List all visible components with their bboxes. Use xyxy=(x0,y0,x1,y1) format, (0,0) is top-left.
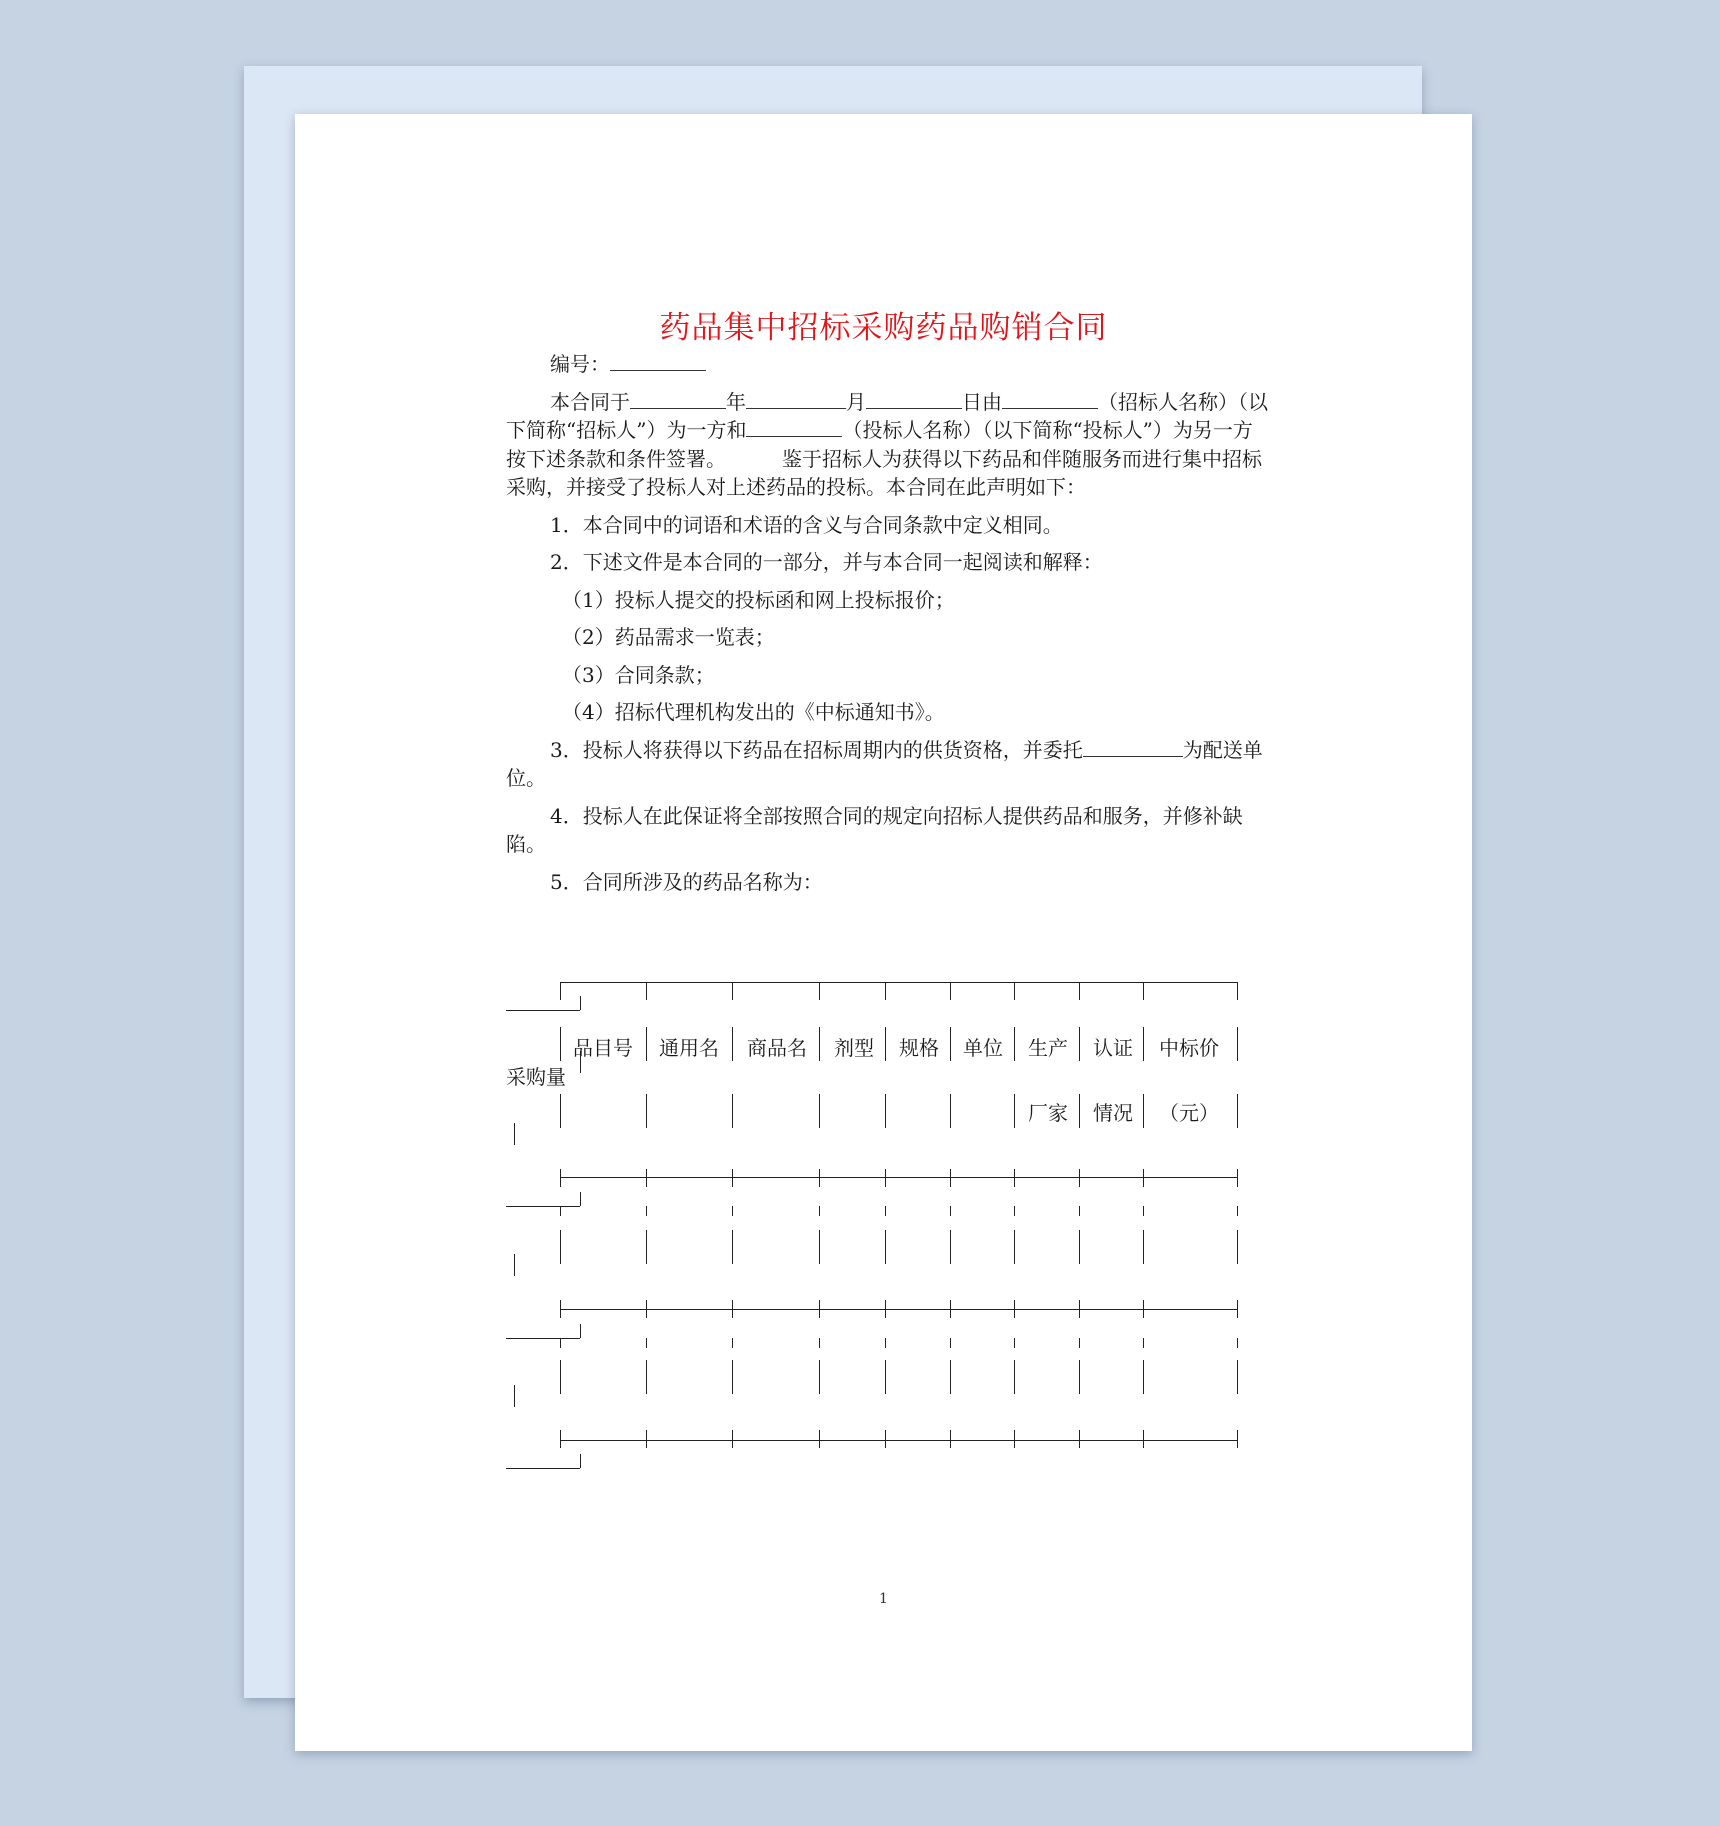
header-dosage-form: 剂型 xyxy=(834,1036,874,1060)
table-column-separator xyxy=(646,1430,647,1448)
table-column-separator xyxy=(560,1206,561,1216)
intro-text: （招标人名称）（以下简称“招标人”）为一方和 xyxy=(506,389,1268,442)
table-column-separator xyxy=(1079,1430,1080,1448)
table-column-separator xyxy=(1079,1027,1080,1061)
table-column-separator xyxy=(732,1230,733,1264)
table-column-separator xyxy=(950,1360,951,1394)
intro-text: 本合同于 xyxy=(550,389,630,414)
table-column-separator xyxy=(1014,1430,1015,1448)
table-column-separator xyxy=(1143,1230,1144,1264)
table-column-separator xyxy=(646,1360,647,1394)
table-column-separator xyxy=(950,1094,951,1128)
table-column-separator xyxy=(1143,1206,1144,1216)
table-column-separator xyxy=(819,1169,820,1187)
table-column-separator xyxy=(1237,1169,1238,1187)
clause-3-text: 3．投标人将获得以下药品在招标周期内的供货资格，并委托 xyxy=(550,737,1083,762)
header-certification: 认证 xyxy=(1093,1036,1133,1060)
header-purchase-qty: 采购量 xyxy=(506,1065,566,1089)
table-column-separator xyxy=(1237,1300,1238,1318)
table-rule xyxy=(506,1206,580,1207)
drug-table xyxy=(295,114,1472,1751)
table-column-separator xyxy=(885,1300,886,1318)
intro-text: 日由 xyxy=(962,389,1002,414)
table-column-separator xyxy=(819,1230,820,1264)
table-column-separator xyxy=(560,1338,561,1348)
table-column-separator xyxy=(1143,1094,1144,1128)
table-column-separator xyxy=(1014,1230,1015,1264)
table-column-separator xyxy=(819,1430,820,1448)
table-column-separator xyxy=(819,1338,820,1348)
table-wrap-end xyxy=(580,1454,581,1468)
table-column-separator xyxy=(1143,1169,1144,1187)
document-page xyxy=(295,114,1472,1751)
table-column-separator xyxy=(819,1206,820,1216)
table-column-separator xyxy=(560,1360,561,1394)
table-column-separator xyxy=(646,982,647,1000)
table-column-separator xyxy=(1079,1169,1080,1187)
clause-2-item-2: （2）药品需求一览表； xyxy=(562,625,775,649)
clause-1: 1．本合同中的词语和术语的含义与合同条款中定义相同。 xyxy=(550,512,1063,537)
table-column-separator xyxy=(885,1338,886,1348)
clause-2-item-4: （4）招标代理机构发出的《中标通知书》。 xyxy=(562,700,945,724)
table-column-separator xyxy=(732,1300,733,1318)
table-column-separator xyxy=(732,982,733,1000)
table-rule xyxy=(560,1177,1238,1178)
table-column-separator xyxy=(1237,1430,1238,1448)
intro-text: 月 xyxy=(846,389,866,414)
table-column-separator xyxy=(885,1206,886,1216)
table-column-separator xyxy=(646,1206,647,1216)
table-column-separator xyxy=(646,1230,647,1264)
header-spec: 规格 xyxy=(899,1036,939,1060)
table-column-separator xyxy=(1237,1360,1238,1394)
table-column-separator xyxy=(1079,1360,1080,1394)
table-column-separator xyxy=(560,1094,561,1128)
header-brand-name: 商品名 xyxy=(747,1036,807,1060)
table-column-separator xyxy=(885,1230,886,1264)
table-column-separator xyxy=(950,1169,951,1187)
table-rule xyxy=(506,1468,580,1469)
document-title: 药品集中招标采购药品购销合同 xyxy=(659,310,1108,346)
header-bid-price: 中标价 xyxy=(1159,1036,1219,1060)
table-wrap-end xyxy=(580,1324,581,1338)
header-bid-price-2: （元） xyxy=(1159,1101,1219,1125)
intro-text: 年 xyxy=(726,389,746,414)
header-generic-name: 通用名 xyxy=(659,1036,719,1060)
table-column-separator xyxy=(950,982,951,1000)
table-column-separator xyxy=(560,982,561,1000)
table-column-separator xyxy=(646,1300,647,1318)
table-rule xyxy=(506,1010,580,1011)
table-column-separator xyxy=(819,1360,820,1394)
table-column-separator xyxy=(732,1169,733,1187)
table-column-separator xyxy=(1237,1338,1238,1348)
table-column-separator xyxy=(950,1300,951,1318)
table-column-separator xyxy=(646,1027,647,1061)
table-rule xyxy=(560,982,1238,983)
clause-2: 2．下述文件是本合同的一部分，并与本合同一起阅读和解释： xyxy=(550,550,1103,574)
table-column-separator xyxy=(1143,1338,1144,1348)
table-column-separator xyxy=(885,1094,886,1128)
table-column-separator xyxy=(950,1430,951,1448)
table-column-separator xyxy=(1143,1430,1144,1448)
table-column-separator xyxy=(1143,1360,1144,1394)
page-number: 1 xyxy=(879,1591,888,1607)
table-column-separator xyxy=(1237,1027,1238,1061)
table-column-separator xyxy=(560,1430,561,1448)
table-column-separator xyxy=(1014,1360,1015,1394)
table-column-separator xyxy=(885,1360,886,1394)
table-column-separator xyxy=(1014,1300,1015,1318)
table-column-separator xyxy=(885,982,886,1000)
table-column-separator xyxy=(819,1027,820,1061)
table-column-separator xyxy=(732,1206,733,1216)
table-column-separator xyxy=(732,1430,733,1448)
table-wrap-bar xyxy=(514,1254,515,1276)
table-column-separator xyxy=(732,1027,733,1061)
table-column-separator xyxy=(732,1338,733,1348)
table-column-separator xyxy=(819,1094,820,1128)
table-column-separator xyxy=(560,1300,561,1318)
table-rule xyxy=(506,1338,580,1339)
table-rule xyxy=(560,1309,1238,1310)
table-column-separator xyxy=(1014,1206,1015,1216)
table-column-separator xyxy=(950,1230,951,1264)
table-column-separator xyxy=(1014,1027,1015,1061)
header-certification-2: 情况 xyxy=(1093,1101,1133,1125)
header-unit: 单位 xyxy=(963,1036,1003,1060)
table-column-separator xyxy=(1237,982,1238,1000)
table-column-separator xyxy=(1143,982,1144,1000)
table-column-separator xyxy=(646,1094,647,1128)
table-wrap-bar xyxy=(514,1123,515,1145)
table-column-separator xyxy=(1079,1230,1080,1264)
table-column-separator xyxy=(1079,1094,1080,1128)
table-column-separator xyxy=(1014,1094,1015,1128)
table-column-separator xyxy=(950,1027,951,1061)
table-column-separator xyxy=(1014,1338,1015,1348)
table-column-separator xyxy=(732,1360,733,1394)
table-column-separator xyxy=(560,1027,561,1061)
table-wrap-end xyxy=(580,1192,581,1206)
table-column-separator xyxy=(1079,982,1080,1000)
table-column-separator xyxy=(1143,1300,1144,1318)
intro-text: （投标人名称）（以下简称“投标人”）为另一方按下述条款和条件签署。 xyxy=(506,418,1253,471)
clause-2-item-3: （3）合同条款； xyxy=(562,662,715,687)
table-column-separator xyxy=(1079,1338,1080,1348)
table-column-separator xyxy=(1014,1169,1015,1187)
table-column-separator xyxy=(646,1338,647,1348)
table-column-separator xyxy=(950,1206,951,1216)
header-item-no: 品目号 xyxy=(573,1036,633,1060)
table-rule xyxy=(560,1440,1238,1441)
table-column-separator xyxy=(560,1169,561,1187)
table-column-separator xyxy=(560,1230,561,1264)
table-column-separator xyxy=(1014,982,1015,1000)
table-column-separator xyxy=(885,1169,886,1187)
table-column-separator xyxy=(819,1300,820,1318)
table-column-separator xyxy=(646,1169,647,1187)
intro-text: 鉴于招标人为获得以下药品和伴随服务而进行集中招标采购，并接受了投标人对上述药品的投标。本合同在此声明如下： xyxy=(506,446,1262,499)
header-manufacturer-2: 厂家 xyxy=(1028,1101,1068,1125)
clause-4: 4．投标人在此保证将全部按照合同的规定向招标人提供药品和服务，并修补缺陷。 xyxy=(506,803,1243,856)
table-column-separator xyxy=(950,1338,951,1348)
table-column-separator xyxy=(732,1094,733,1128)
table-column-separator xyxy=(1237,1094,1238,1128)
table-column-separator xyxy=(885,1430,886,1448)
table-column-separator xyxy=(1079,1206,1080,1216)
clause-3-text: 为配送单位。 xyxy=(506,737,1263,790)
table-column-separator xyxy=(819,982,820,1000)
table-column-separator xyxy=(885,1027,886,1061)
table-wrap-end xyxy=(580,996,581,1010)
table-column-separator xyxy=(1079,1300,1080,1318)
serial-label: 编号： xyxy=(550,352,610,376)
header-manufacturer: 生产 xyxy=(1028,1036,1068,1060)
table-column-separator xyxy=(1143,1027,1144,1061)
table-column-separator xyxy=(1237,1206,1238,1216)
table-wrap-bar xyxy=(514,1385,515,1407)
table-column-separator xyxy=(1237,1230,1238,1264)
clause-2-item-1: （1）投标人提交的投标函和网上投标报价； xyxy=(562,587,955,612)
clause-5: 5．合同所涉及的药品名称为： xyxy=(550,869,823,894)
